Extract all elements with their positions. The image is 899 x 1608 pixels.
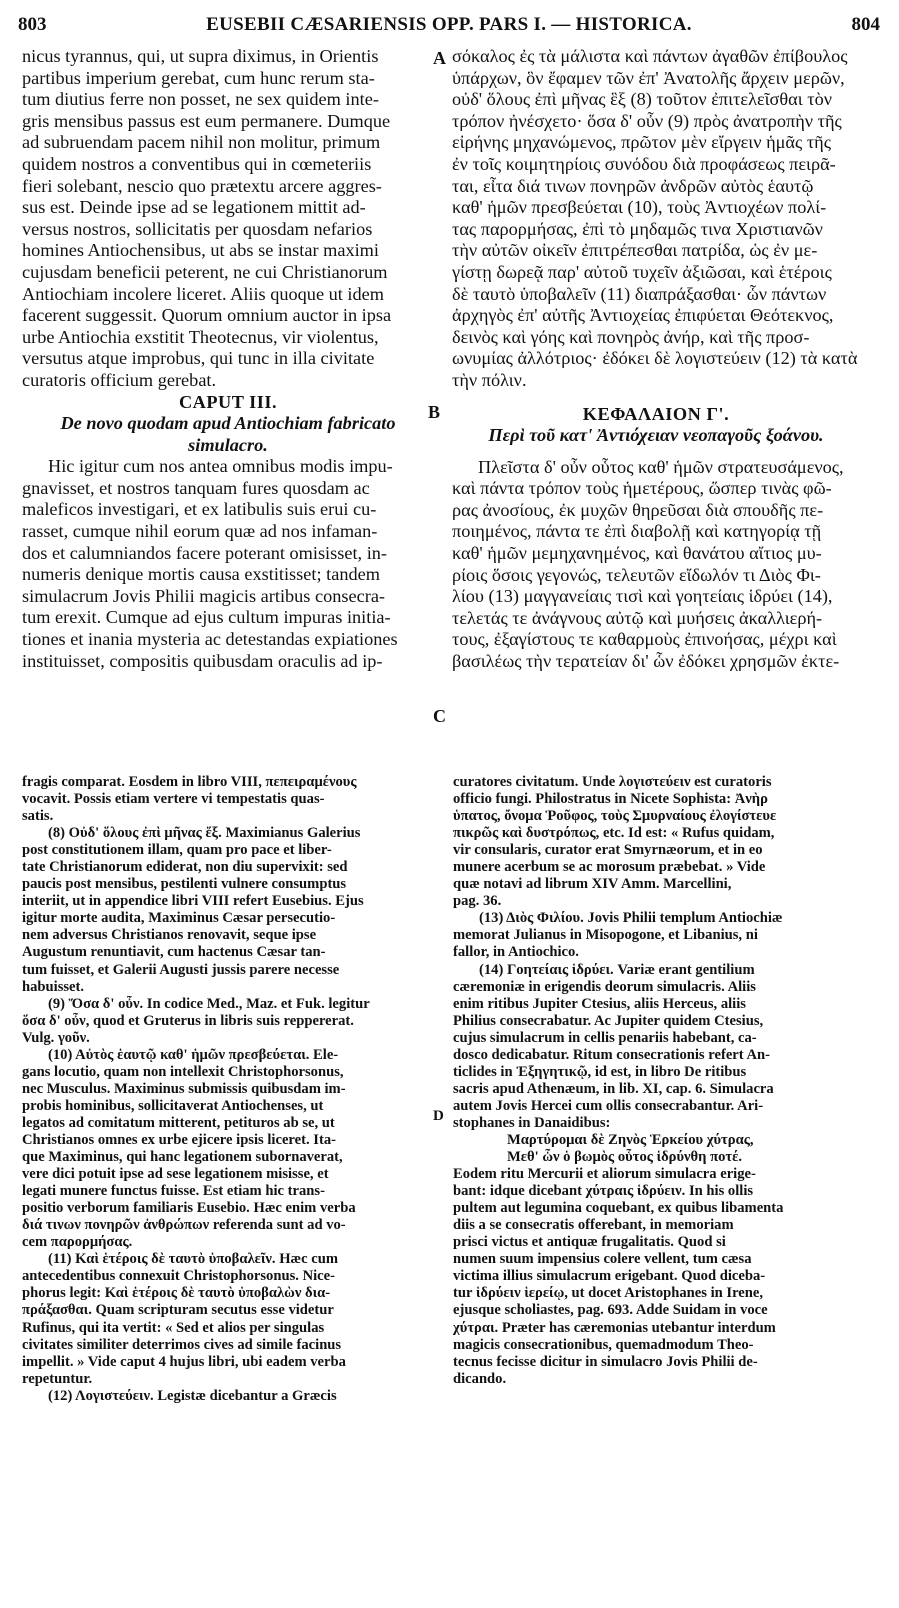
- greek-text-line: τὴν αὐτῶν οἰκεῖν ἐπιτρέπεσθαι πατρίδα, ὡς ἐν με-: [452, 240, 818, 261]
- footnote-line: Christianos omnes ex urbe ejicere ipsis liceret. Ita-: [22, 1131, 336, 1148]
- greek-text-line: τας παρορμήσας, ἐπὶ τὸ μηδαμῶς τινα Χριστιανῶν: [452, 218, 823, 239]
- right-page-number: 804: [851, 14, 880, 35]
- footnote-line: (10) Αὐτὸς ἑαυτῷ καθ' ἡμῶν πρεσβεύεται. Ele-: [48, 1046, 339, 1063]
- footnote-line: enim ritibus Jupiter Ctesius, aliis Herceus, aliis: [453, 995, 746, 1012]
- footnote-line: (14) Γοητείαις ἱδρύει. Variæ erant gentilium: [479, 961, 755, 978]
- footnote-line: officio fungi. Philostratus in Nicete Sophista: Ἀνὴρ: [453, 791, 768, 808]
- footnote-line: dosco dedicabatur. Ritum consecrationis refert An-: [453, 1046, 770, 1063]
- greek-text-line: ἐν τοῖς κοιμητηρίοις συνόδου διὰ προφάσεως πειρᾶ-: [452, 153, 836, 174]
- footnote-line: fragis comparat. Eosdem in libro VIII, πεπειραμένους: [22, 774, 357, 790]
- greek-chapter-title: Περὶ τοῦ κατ' Ἀντιόχειαν νεοπαγοῦς ξοάνου.: [488, 425, 824, 446]
- footnote-line: (13) Διὸς Φιλίου. Jovis Philii templum Antiochiæ: [479, 910, 783, 927]
- latin-text-line: numeris denique mortis causa exstitisset; tandem: [22, 564, 380, 585]
- footnote-line: vere dici potuit ipse ad sese legationem misisse, et: [22, 1166, 329, 1183]
- latin-text-line: Antiochiam incolere liceret. Aliis quoque ut idem: [22, 283, 384, 304]
- footnote-line: ejusque scholiastes, pag. 693. Adde Suidam in voce: [453, 1302, 768, 1319]
- footnote-line: (11) Καὶ ἑτέροις δὲ ταυτὸ ὑποβαλεῖν. Hæc cum: [48, 1251, 338, 1268]
- footnote-line: πικρῶς καὶ δυστρόπως, etc. Id est: « Rufus quidam,: [453, 825, 775, 842]
- footnote-line: probis hominibus, sollicitaverat Antiochenses, ut: [22, 1097, 324, 1114]
- margin-marker-b: B: [428, 402, 441, 422]
- footnote-line: bant: idque dicebant χύτραις ἱδρύειν. In his ollis: [453, 1183, 754, 1200]
- footnote-line: magicis consecrationibus, quemadmodum Theo-: [453, 1336, 754, 1353]
- margin-marker-a: A: [433, 48, 446, 68]
- greek-text-line: καθ' ἡμῶν πρεσβεύεται (10), τοὺς Ἀντιοχέων πολί-: [452, 197, 827, 218]
- latin-text-line: cujusdam beneficii peterent, ne cui Christianorum: [22, 261, 388, 282]
- latin-chapter-title: simulacro.: [188, 434, 268, 455]
- greek-text-line: δὲ ταυτὸ ὑποβαλεῖν (11) διαπράξασθαι· ὧν πάντων: [452, 283, 827, 304]
- greek-text-line: ται, εἶτα διά τινων πονηρῶν ἀνδρῶν αὐτὸς ἑαυτῷ: [452, 175, 814, 196]
- latin-text-line: homines Antiochensibus, ut abs se instar maximi: [22, 240, 379, 261]
- footnote-line: satis.: [22, 808, 54, 825]
- footnote-line: πράξασθαι. Quam scripturam secutus esse videtur: [22, 1302, 334, 1319]
- greek-text-line: δεινὸς καὶ γόης καὶ πονηρὸς ἀνήρ, καὶ τῆς προσ-: [452, 326, 810, 347]
- greek-text-line: οὐδ' ὅλους ἐπὶ μῆνας ἓξ (8) τοῦτον ἐπιτελεῖσθαι τὸν: [452, 89, 832, 110]
- footnote-line: autem Jovis Hercei cum ollis consecrabantur. Ari-: [453, 1097, 764, 1114]
- greek-text-line: λίου (13) μαγγανείαις τισὶ καὶ γοητείαις ἱδρύει (14),: [452, 586, 833, 607]
- footnote-line: pag. 36.: [453, 893, 502, 910]
- footnote-line: ὑπατος, ὄνομα Ῥοῦφος, τοὺς Σμυρναίους ἐλογίστευε: [453, 808, 777, 825]
- notes-right-column: [453, 774, 861, 1388]
- footnote-line: Eodem ritu Mercurii et aliorum simulacra erige-: [453, 1166, 756, 1183]
- footnote-line: Philius consecrabatur. Ac Jupiter quidem Ctesius,: [453, 1012, 764, 1029]
- footnote-line: διά τινων πονηρῶν ἀνθρώπων referenda sunt ad vo-: [22, 1217, 346, 1234]
- greek-text-line: εἰρήνης μηχανώμενος, πρῶτον μὲν εἴργειν ἡμᾶς τῆς: [452, 132, 831, 153]
- footnote-line: ὅσα δ' οὖν, quod et Gruterus in libris suis reppererat.: [22, 1012, 354, 1029]
- footnote-line: impellit. » Vide caput 4 hujus libri, ubi eadem verba: [22, 1353, 346, 1370]
- latin-text-line: tum diutius ferre non posset, ne sex quidem inte-: [22, 89, 379, 110]
- footnote-line: legati munere functus fuisse. Est etiam hic trans-: [22, 1183, 325, 1200]
- greek-text-line: καὶ πάντα τρόπον τοὺς ἡμετέρους, ὥσπερ τινὰς φῶ-: [452, 478, 832, 499]
- footnote-line: nec Musculus. Maximinus submissis quibusdam im-: [22, 1080, 346, 1097]
- footnote-line: positio verborum familiaris Eusebio. Hæc enim verba: [22, 1200, 356, 1217]
- latin-text-line: facerent suggessit. Quorum omnium auctor in ipsa: [22, 305, 392, 326]
- greek-text-line: ἀρχηγὸς ἐπ' αὐτῆς Ἀντιοχείας ἐπιφύεται Θεότεκνος,: [452, 305, 834, 326]
- greek-text-line: τελετάς τε ἀνάγνους αὐτῷ καὶ μυήσεις ἀκαλλιερή-: [452, 607, 823, 628]
- footnote-line: stophanes in Danaidibus:: [453, 1114, 611, 1131]
- footnote-line: civitates similiter deterrimos cives ad simile facinus: [22, 1336, 342, 1353]
- footnote-line: victima illius simulacrum erigebant. Quod diceba-: [453, 1268, 766, 1285]
- latin-text-line: tiones et inania mysteria ac detestandas expiationes: [22, 629, 398, 650]
- latin-text-line: sus est. Deinde ipse ad se legationem mittit ad-: [22, 197, 366, 218]
- footnote-line: antecedentibus connexuit Christophorsonus. Nice-: [22, 1268, 335, 1285]
- footnote-line: memorat Julianus in Misopogone, et Libanius, ni: [453, 927, 758, 944]
- greek-text-line: τρόπον ἠνέσχετο· ὅσα δ' οὖν (9) πρὸς ἀνατροπὴν τῆς: [452, 110, 842, 131]
- heading-spacer: [452, 447, 860, 457]
- latin-text-line: partibus imperium gerebat, cum hunc rerum sta-: [22, 67, 375, 88]
- footnote-line: munere acerbum se ac morosum præbebat. » Vide: [453, 859, 766, 876]
- greek-chapter-heading: ΚΕΦΑΛΑΙΟΝ Γ'.: [582, 403, 730, 424]
- footnote-line: repetuntur.: [22, 1370, 93, 1387]
- footnote-line: que Maximinus, qui hanc legationem subornaverat,: [22, 1149, 343, 1166]
- latin-text-line: urbe Antiochia exstitit Theotecnus, vir violentus,: [22, 326, 379, 347]
- footnote-line: nem adversus Christianos renovavit, seque ipse: [22, 927, 317, 944]
- footnote-line: tur ἱδρύειν ἱερείῳ, ut docet Aristophanes in Irene,: [453, 1285, 764, 1302]
- verse-line: Μαρτύρομαι δὲ Ζηνὸς Ἑρκείου χύτρας,: [507, 1131, 754, 1148]
- footnote-line: (12) Λογιστεύειν. Legistæ dicebantur a Græcis: [48, 1387, 337, 1404]
- greek-text-line: τους, ἐξαγίστους τε καθαρμοὺς ἐπινοήσας, μέχρι καὶ: [452, 629, 837, 650]
- footnote-line: quæ notavi ad librum XIV Amm. Marcellini,: [453, 876, 732, 893]
- latin-text-line: instituisset, compositis quibusdam oraculis ad ip-: [22, 650, 383, 671]
- footnote-line: tate Christianorum ediderat, non diu supervixit: sed: [22, 859, 348, 876]
- latin-chapter-title: De novo quodam apud Antiochiam fabricato: [60, 413, 396, 434]
- left-page-number: 803: [18, 14, 47, 35]
- latin-text-line: simulacrum Jovis Philii magicis artibus consecra-: [22, 585, 386, 606]
- footnote-line: Augustum renuntiavit, cum hactenus Cæsar tan-: [22, 944, 326, 961]
- footnote-line: pultem aut legumina coquebant, ex quibus libamenta: [453, 1200, 784, 1217]
- footnote-line: habuisset.: [22, 978, 85, 995]
- footnote-line: diis a se consecratis offerebant, in memoriam: [453, 1217, 734, 1234]
- footnote-line: interiit, ut in appendice libri VIII refert Eusebius. Ejus: [22, 893, 364, 910]
- latin-text-line: Hic igitur cum nos antea omnibus modis impu-: [48, 456, 393, 477]
- latin-text-line: ad subruendam pacem nihil non molitur, primum: [22, 132, 381, 153]
- footnote-line: gans locutio, quam non intellexit Christophorsonus,: [22, 1063, 344, 1080]
- latin-text-line: gnavisset, et nostros tanquam fures quosdam ac: [22, 477, 370, 498]
- greek-text-line: βασιλέως τὴν τερατείαν δι' ὧν ἐδόκει χρησμῶν ἐκτε-: [452, 651, 840, 672]
- footnote-line: χύτραι. Præter has cæremonias utebantur interdum: [453, 1319, 776, 1336]
- footnote-line: vocavit. Possis etiam vertere vi tempestatis quas-: [22, 791, 325, 808]
- page-header: [18, 10, 880, 40]
- latin-text-line: nicus tyrannus, qui, ut supra diximus, in Orientis: [22, 46, 379, 66]
- footnote-line: igitur morte audita, Maximinus Cæsar persecutio-: [22, 910, 336, 927]
- latin-text-line: curatoris officium gerebat.: [22, 369, 217, 390]
- greek-text-line: καθ' ἡμῶν μεμηχανημένος, καὶ θανάτου αἴτιος μυ-: [452, 543, 822, 564]
- verse-line: Μεθ' ὧν ὁ βωμὸς οὗτος ἱδρύνθη ποτέ.: [507, 1149, 743, 1166]
- footnote-line: sacris apud Athenæum, in lib. XI, cap. 6. Simulacra: [453, 1080, 774, 1097]
- greek-text-line: Πλεῖστα δ' οὖν οὗτος καθ' ἡμῶν στρατευσάμενος,: [478, 456, 844, 477]
- latin-text-line: dos et calumniandos facere poterant omisisset, in-: [22, 542, 388, 563]
- footnote-line: Vulg. γοῦν.: [22, 1029, 90, 1046]
- footnote-line: dicando.: [453, 1370, 507, 1387]
- footnote-line: cæremoniæ in erigendis deorum simulacris. Aliis: [453, 978, 756, 995]
- latin-text-line: versus nostros, sollicitatis per quosdam nefarios: [22, 218, 373, 239]
- latin-text-line: quidem nostros a conventibus qui in cœmeteriis: [22, 153, 372, 174]
- footnote-line: fallor, in Antiochico.: [453, 944, 579, 961]
- greek-text-line: σόκαλος ἐς τὰ μάλιστα καὶ πάντων ἀγαθῶν ἐπίβουλος: [452, 46, 848, 66]
- greek-text-line: γίστῃ δωρεᾷ παρ' αὐτοῦ τυχεῖν ἀξιῶσαι, καὶ ἑτέροις: [452, 261, 832, 282]
- latin-text-line: versutus atque improbus, qui tunc in illa civitate: [22, 348, 375, 369]
- margin-marker-d: D: [433, 1108, 444, 1124]
- footnote-line: legatos ad comitatum mitterent, petituros ab se, ut: [22, 1114, 335, 1131]
- footnote-line: cujus simulacrum in cellis penariis habebant, ca-: [453, 1029, 757, 1046]
- greek-text-column: [452, 46, 860, 673]
- greek-text-line: ρας ἀνοσίους, ἐκ μυχῶν θηρεῦσαι διὰ σπουδῆς πε-: [452, 499, 824, 520]
- footnote-line: numen suum impensius colere vellent, tum cæsa: [453, 1251, 752, 1268]
- footnote-line: ticlides in Ἐξηγητικῷ, id est, in libro De ritibus: [453, 1063, 747, 1080]
- running-title: EUSEBII CÆSARIENSIS OPP. PARS I. — HISTORICA.: [206, 14, 692, 35]
- footnote-line: phorus legit: Καὶ ἑτέροις δὲ ταυτὸ ὑποβαλὼν δια-: [22, 1285, 331, 1302]
- footnote-line: prisci victus et antiquæ frugalitatis. Quod si: [453, 1234, 726, 1251]
- latin-text-line: gris mensibus passus est eum permanere. Dumque: [22, 110, 391, 131]
- footnote-line: post constitutionem illam, quam pro pace et liber-: [22, 842, 332, 859]
- notes-left-column: [22, 774, 432, 1405]
- footnote-line: Rufinus, qui ita vertit: « Sed et alios per singulas: [22, 1319, 325, 1336]
- greek-text-line: ὑπάρχων, ὃν ἔφαμεν τῶν ἐπ' Ἀνατολῆς ἄρχειν μερῶν,: [452, 67, 845, 88]
- latin-text-line: maleficos investigari, et ex latibulis suis erui cu-: [22, 499, 377, 520]
- greek-text-line: τὴν πόλιν.: [452, 369, 527, 390]
- footnote-line: (9) Ὅσα δ' οὖν. In codice Med., Maz. et Fuk. legitur: [48, 995, 370, 1012]
- heading-spacer: [452, 392, 860, 404]
- footnote-line: tecnus fecisse dicitur in simulacro Jovis Philii de-: [453, 1353, 758, 1370]
- latin-text-column: [22, 46, 434, 672]
- greek-text-line: ωνυμίας ἀλλότριος· ἐδόκει δὲ λογιστεύειν (12) τὰ κατὰ: [452, 348, 858, 369]
- footnote-line: curatores civitatum. Unde λογιστεύειν est curatoris: [453, 774, 772, 790]
- footnote-line: vir consularis, curator erat Smyrnæorum, et in eo: [453, 842, 763, 859]
- latin-text-line: tum erexit. Cumque ad ejus cultum impuras initia-: [22, 607, 391, 628]
- latin-text-line: fieri solebant, nescio quo prætextu arcere aggres-: [22, 175, 382, 196]
- margin-marker-c: C: [433, 706, 446, 726]
- footnote-line: tum fuisset, et Galerii Augusti jussis parere necesse: [22, 961, 340, 978]
- greek-text-line: ποιημένος, πάντα τε ἐπὶ διαβολῇ καὶ κατηγορίᾳ τῇ: [452, 521, 822, 542]
- footnote-line: paucis post mensibus, pestilenti vulnere consumptus: [22, 876, 347, 893]
- greek-text-line: ρίοις ὅσοις γεγονώς, τελευτῶν εἴδωλόν τι Διὸς Φι-: [452, 564, 821, 585]
- footnote-line: (8) Οὐδ' ὅλους ἐπὶ μῆνας ἕξ. Maximianus Galerius: [48, 825, 361, 842]
- latin-text-line: rasset, cumque nihil eorum quæ ad nos infaman-: [22, 521, 378, 542]
- footnote-line: cem παρορμήσας.: [22, 1234, 133, 1251]
- latin-chapter-heading: CAPUT III.: [178, 391, 278, 412]
